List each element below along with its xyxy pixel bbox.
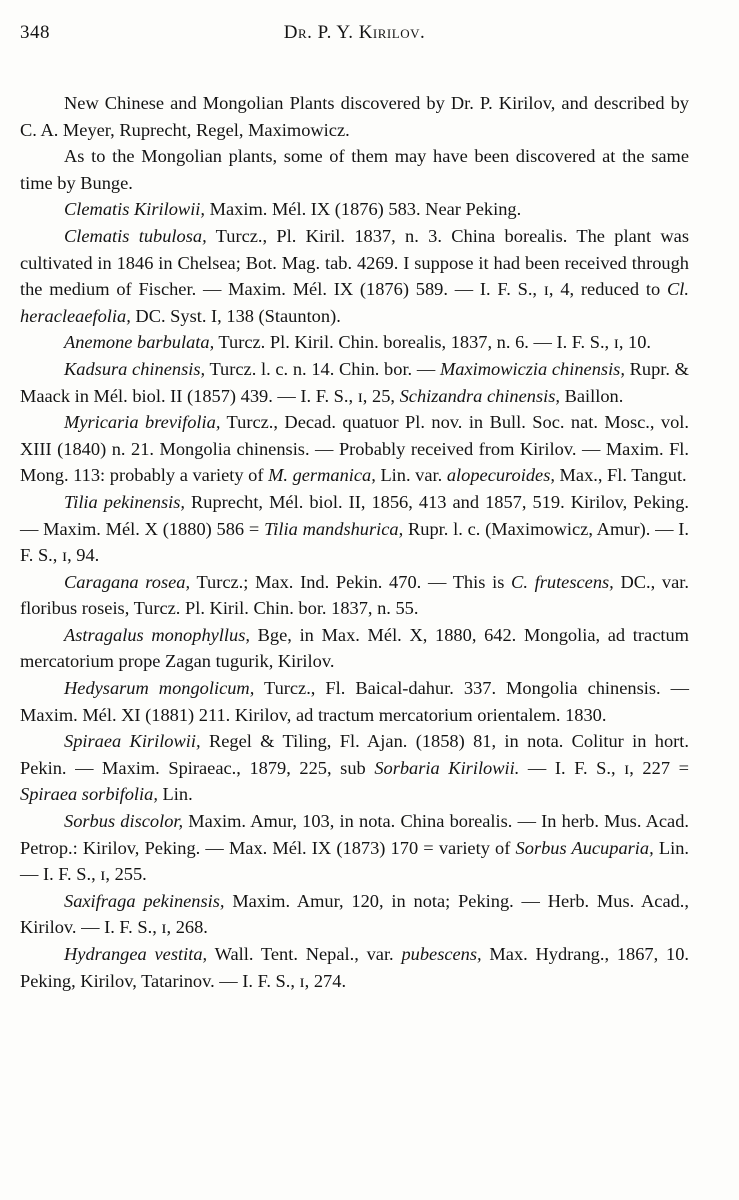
- italic-run: Clematis Kirilowii,: [64, 199, 206, 220]
- text-run: As to the Mongolian plants, some of them may have been discovered at the same time by Bunge.: [20, 146, 689, 193]
- text-run: Turcz., Fl. Baical-dahur. 337. Mongolia chinensis. — Maxim. Mél. XI (1881) 211. Kirilov, ad tractum mercatorium orientalem. 1830.: [20, 678, 689, 725]
- text-run: Turcz., Pl. Kiril. 1837, n. 3. China borealis. The plant was cultivated in 1846 in Chelsea; Bot. Mag. tab. 4269. I suppose it had been received through the medium of Fischer. — Maxim. Mél. IX (1876) 589. — I. F. S., ɪ, 4, reduced to: [20, 225, 689, 300]
- italic-run: Sorbus discolor,: [64, 811, 184, 832]
- paragraph: [20, 90, 689, 143]
- paragraph: [20, 888, 689, 941]
- text-run: Turcz.; Max. Ind. Pekin. 470. — This is: [190, 571, 512, 592]
- text-run: Rupr. & Maack in Mél. biol. II (1857) 439. — I. F. S., ɪ, 25,: [20, 358, 689, 406]
- italic-run: alopecuroides,: [446, 465, 555, 486]
- paragraph: [20, 143, 689, 196]
- italic-run: Spiraea sorbifolia,: [20, 784, 158, 805]
- text-run: Maxim. Amur, 120, in nota; Peking. — Herb. Mus. Acad., Kirilov. — I. F. S., ɪ, 268.: [20, 890, 689, 938]
- paragraph: [20, 196, 689, 223]
- paragraph: [20, 622, 689, 675]
- text-run: New Chinese and Mongolian Plants discovered by Dr. P. Kirilov, and described by C. A. Meyer, Ruprecht, Regel, Maximowicz.: [20, 93, 689, 140]
- page-number: 348: [20, 22, 50, 43]
- paragraph: [20, 569, 689, 622]
- text-run: Turcz. Pl. Kiril. Chin. borealis, 1837, n. 6. — I. F. S., ɪ, 10.: [214, 332, 652, 353]
- text-run: Lin. — I. F. S., ɪ, 255.: [20, 837, 690, 885]
- text-run: DC., var. floribus roseis, Turcz. Pl. Kiril. Chin. bor. 1837, n. 55.: [20, 571, 689, 619]
- italic-run: Spiraea Kirilowii,: [64, 731, 201, 752]
- italic-run: Anemone barbulata,: [64, 332, 215, 353]
- italic-run: Kadsura chinensis,: [64, 358, 206, 379]
- italic-run: Hedysarum mongolicum,: [64, 678, 255, 699]
- text-run: Turcz. l. c. n. 14. Chin. bor. —: [205, 358, 440, 379]
- text-run: Ruprecht, Mél. biol. II, 1856, 413 and 1857, 519. Kirilov, Peking. — Maxim. Mél. X (1880) 586 =: [20, 491, 689, 539]
- italic-run: Tilia mandshurica,: [264, 518, 404, 539]
- text-run: Max. Hydrang., 1867, 10. Peking, Kirilov, Tatarinov. — I. F. S., ɪ, 274.: [20, 944, 689, 991]
- paragraph: [20, 808, 689, 888]
- text-run: Wall. Tent. Nepal., var.: [207, 944, 402, 964]
- text-run: Maxim. Mél. IX (1876) 583. Near Peking.: [205, 199, 522, 220]
- text-run: — I. F. S., ɪ, 227 =: [519, 757, 689, 778]
- italic-run: Sorbus Aucuparia,: [515, 837, 654, 858]
- italic-run: Sorbaria Kirilowii.: [374, 757, 520, 778]
- text-run: Regel & Tiling, Fl. Ajan. (1858) 81, in nota. Colitur in hort. Pekin. — Maxim. Spiraeac., 1879, 225, sub: [20, 731, 689, 778]
- italic-run: Cl. heracleaefolia,: [20, 279, 689, 326]
- italic-run: Tilia pekinensis,: [64, 491, 185, 512]
- paragraph: [20, 675, 689, 728]
- running-head: [20, 22, 689, 52]
- running-title: Dr. P. Y. Kirilov.: [283, 22, 426, 43]
- italic-run: Myricaria brevifolia,: [64, 412, 221, 433]
- text-run: Baillon.: [560, 385, 624, 406]
- paragraph: [20, 728, 689, 808]
- italic-run: Hydrangea vestita,: [64, 944, 208, 964]
- text-run: Max., Fl. Tangut.: [554, 465, 687, 486]
- paragraph: [20, 223, 689, 329]
- italic-run: Maximowiczia chinensis,: [439, 358, 625, 379]
- italic-run: pubescens,: [401, 944, 482, 964]
- italic-run: Schizandra chinensis,: [399, 385, 560, 406]
- italic-run: M. germanica,: [268, 465, 376, 486]
- italic-run: C. frutescens,: [511, 571, 614, 592]
- paragraph: [20, 489, 689, 569]
- text-run: Maxim. Amur, 103, in nota. China borealis. — In herb. Mus. Acad. Petrop.: Kirilov, Peking. — Max. Mél. IX (1873) 170 = variety of: [20, 811, 689, 858]
- italic-run: Caragana rosea,: [64, 571, 191, 592]
- italic-run: Astragalus monophyllus,: [64, 624, 250, 645]
- text-run: Bge, in Max. Mél. X, 1880, 642. Mongolia, ad tractum mercatorium prope Zagan tugurik, Kirilov.: [20, 624, 689, 672]
- text-run: Turcz., Decad. quatuor Pl. nov. in Bull. Soc. nat. Mosc., vol. XIII (1840) n. 21. Mongolia chinensis. — Probably received from Kirilov. — Maxim. Fl. Mong. 113: probably a variety of: [20, 412, 690, 486]
- text-run: Lin. var.: [375, 465, 447, 486]
- text-run: Rupr. l. c. (Maximowicz, Amur). — I. F. S., ɪ, 94.: [20, 518, 689, 566]
- paragraph: [20, 329, 689, 356]
- paragraph: [20, 409, 689, 489]
- paragraph: [20, 356, 689, 409]
- text-run: DC. Syst. I, 138 (Staunton).: [130, 305, 341, 326]
- italic-run: Clematis tubulosa,: [64, 225, 207, 246]
- paragraph: [20, 941, 689, 994]
- text-run: Lin.: [157, 784, 193, 805]
- italic-run: Saxifraga pekinensis,: [64, 890, 225, 911]
- body-text: [20, 90, 689, 994]
